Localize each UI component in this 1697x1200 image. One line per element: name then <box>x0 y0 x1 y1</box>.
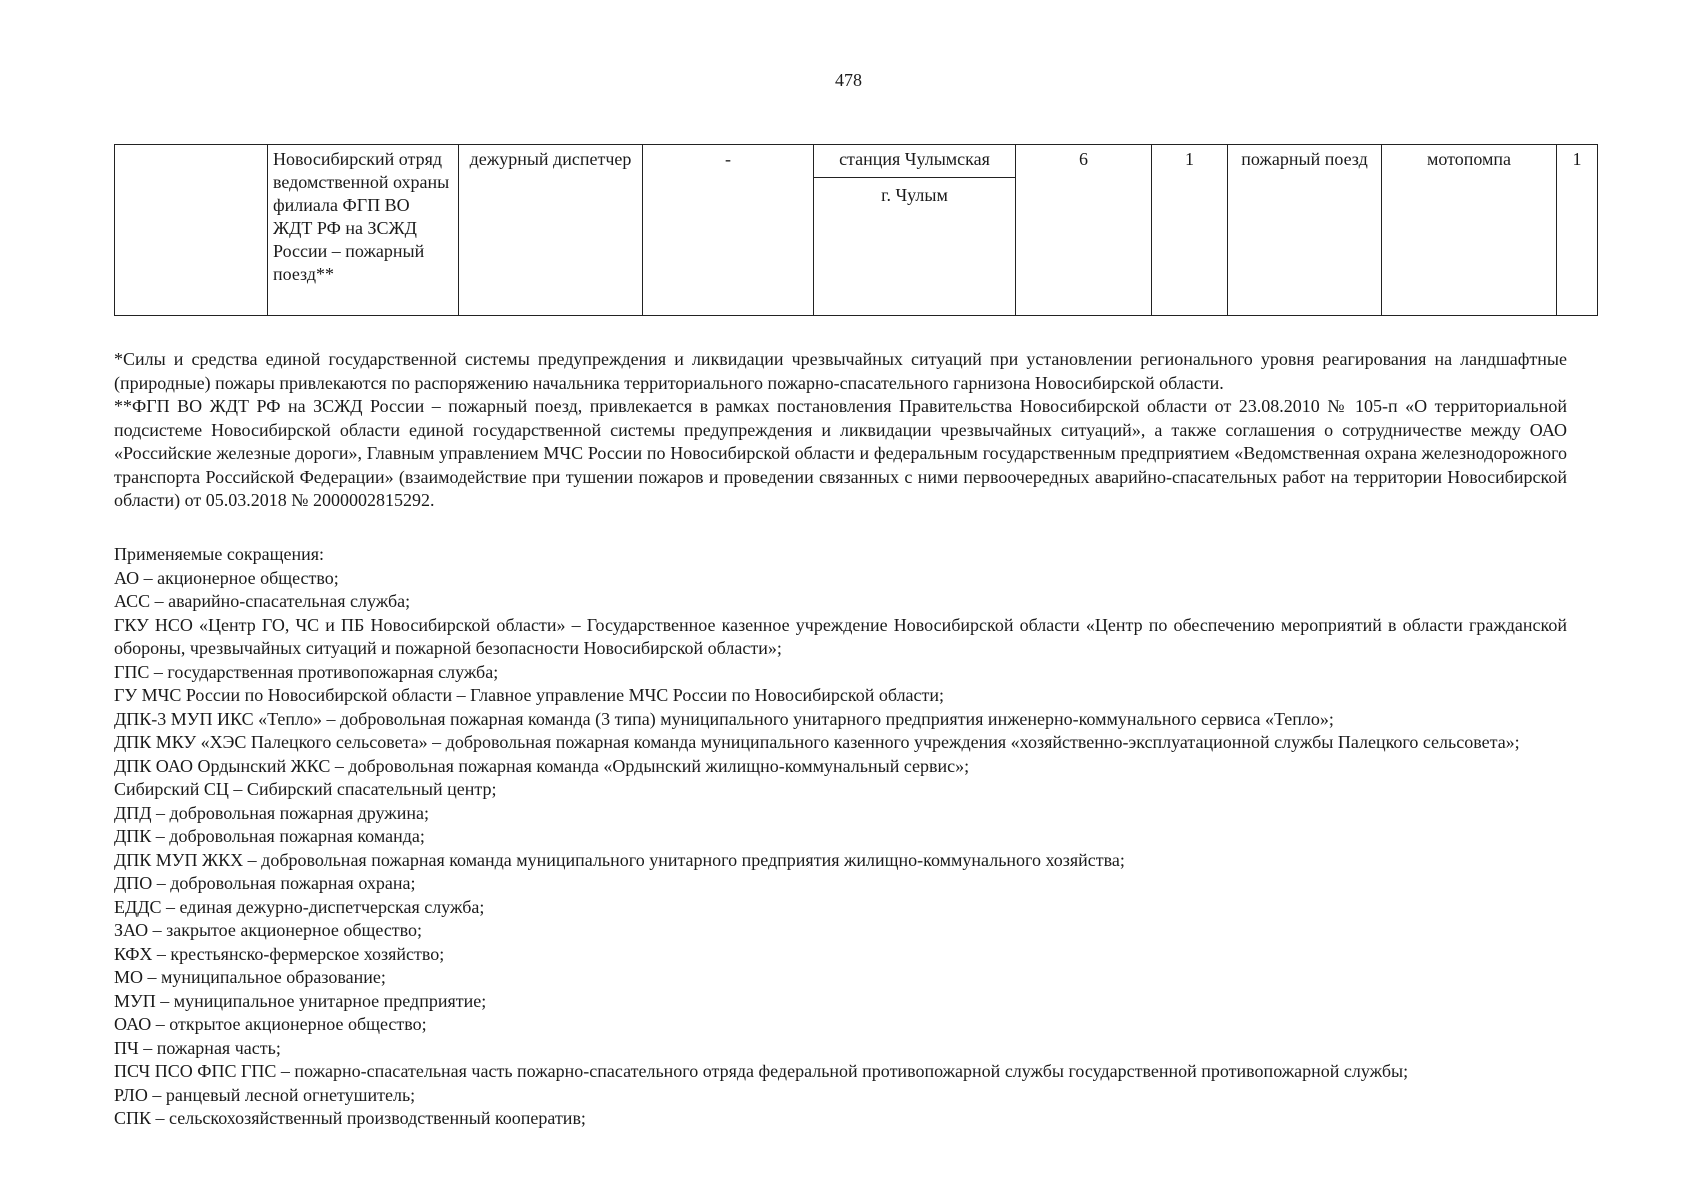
cell-unit-name: Новосибирский отряд ведомственной охраны филиала ФГП ВО ЖДТ РФ на ЗСЖД России – пожарный поезд** <box>268 145 459 316</box>
town-name: г. Чулым <box>814 177 1015 207</box>
abbreviation-item: Сибирский СЦ – Сибирский спасательный центр; <box>114 779 497 799</box>
cell-unit <box>115 145 268 316</box>
abbreviation-item: ПЧ – пожарная часть; <box>114 1037 281 1058</box>
abbreviation-item: ДПК-3 МУП ИКС «Тепло» – добровольная пожарная команда (3 типа) муниципального унитарного предприятия инженерно-коммунального сервиса «Тепло»; <box>114 708 1334 729</box>
abbreviation-item: ГПС – государственная противопожарная служба; <box>114 661 499 682</box>
page-number: 478 <box>835 70 862 90</box>
cell-people-count: 6 <box>1016 145 1152 316</box>
cell-equipment-count: 1 <box>1557 145 1598 316</box>
footnote-2: **ФГП ВО ЖДТ РФ на ЗСЖД России – пожарный поезд, привлекается в рамках постановления Правительства Новосибирской области от 23.08.2010 № 105-п «О территориальной подсистеме Новосибирской области единой государственной системы предупреждения и ликвидации чрезвычайных ситуаций», а также соглашения о сотрудничестве между ОАО «Российские железные дороги», Главным управлением МЧС России по Новосибирской области и федеральным государственным предприятием «Ведомственная охрана железнодорожного транспорта Российской Федерации» (взаимодействие при тушении пожаров и проведении связанных с ними первоочередных аварийно-спасательных работ на территории Новосибирской области) от 05.03.2018 № 2000002815292. <box>114 396 1567 510</box>
abbreviation-item: ГУ МЧС России по Новосибирской области – Главное управление МЧС России по Новосибирской области; <box>114 685 945 705</box>
abbreviation-item: КФХ – крестьянско-фермерское хозяйство; <box>114 943 445 964</box>
cell-units-count: 1 <box>1152 145 1228 316</box>
abbreviation-item: СПК – сельскохозяйственный производственный кооператив; <box>114 1108 586 1128</box>
footnotes <box>114 348 1567 513</box>
abbreviation-item: ДПК МКУ «ХЭС Палецкого сельсовета» – добровольная пожарная команда муниципального казенного учреждения «хозяйственно-эксплуатационной службы Палецкого сельсовета»; <box>114 732 1520 752</box>
resources-table <box>114 144 1598 316</box>
cell-location <box>814 145 1016 316</box>
abbreviation-item: ДПК – добровольная пожарная команда; <box>114 826 425 846</box>
abbreviation-item: ОАО – открытое акционерное общество; <box>114 1014 427 1034</box>
cell-dispatch: дежурный диспетчер <box>459 145 643 316</box>
abbreviation-item: ДПД – добровольная пожарная дружина; <box>114 802 429 823</box>
abbreviation-item: ДПК ОАО Ордынский ЖКС – добровольная пожарная команда «Ордынский жилищно-коммунальный сервис»; <box>114 755 970 776</box>
abbreviation-item: АСС – аварийно-спасательная служба; <box>114 591 411 611</box>
abbreviation-item: ДПК МУП ЖКХ – добровольная пожарная команда муниципального унитарного предприятия жилищно-коммунального хозяйства; <box>114 849 1125 870</box>
abbreviation-item: ЕДДС – единая дежурно-диспетчерская служба; <box>114 896 485 917</box>
table-row <box>115 145 1598 316</box>
cell-equipment: мотопомпа <box>1382 145 1557 316</box>
footnote-1: *Силы и средства единой государственной системы предупреждения и ликвидации чрезвычайных ситуаций при установлении регионального уровня реагирования на ландшафтные (природные) пожары привлекаются по распоряжению начальника территориального пожарно-спасательного гарнизона Новосибирской области. <box>114 349 1567 393</box>
abbreviations-title: Применяемые сокращения: <box>114 544 325 564</box>
cell-phone: - <box>643 145 814 316</box>
abbreviation-item: ГКУ НСО «Центр ГО, ЧС и ПБ Новосибирской области» – Государственное казенное учреждение Новосибирской области «Центр по обеспечению мероприятий в области гражданской обороны, чрезвычайных ситуаций и пожарной безопасности Новосибирской области»; <box>114 614 1567 658</box>
cell-vehicle: пожарный поезд <box>1228 145 1382 316</box>
abbreviation-item: АО – акционерное общество; <box>114 567 339 588</box>
station-name: станция Чулымская <box>839 149 990 169</box>
abbreviation-item: МО – муниципальное образование; <box>114 967 386 987</box>
abbreviation-item: ПСЧ ПСО ФПС ГПС – пожарно-спасательная часть пожарно-спасательного отряда федеральной противопожарной службы государственной противопожарной службы; <box>114 1061 1409 1081</box>
abbreviation-item: МУП – муниципальное унитарное предприятие; <box>114 990 487 1011</box>
abbreviation-item: ДПО – добровольная пожарная охрана; <box>114 873 416 893</box>
abbreviations-list <box>114 543 1567 1131</box>
abbreviation-item: ЗАО – закрытое акционерное общество; <box>114 920 423 940</box>
abbreviation-item: РЛО – ранцевый лесной огнетушитель; <box>114 1084 416 1105</box>
